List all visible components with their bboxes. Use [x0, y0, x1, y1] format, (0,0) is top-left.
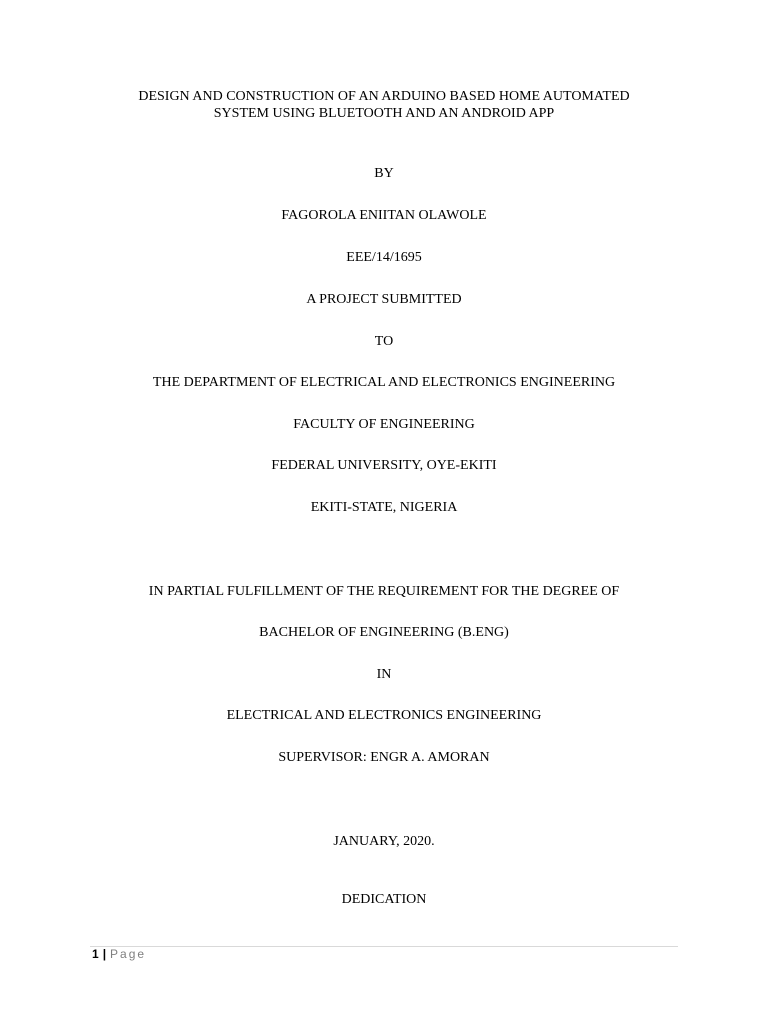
university-name: FEDERAL UNIVERSITY, OYE-EKITI	[271, 458, 497, 473]
page-number: 1	[92, 947, 99, 961]
by-label: BY	[374, 166, 394, 181]
faculty-name: FACULTY OF ENGINEERING	[293, 417, 475, 432]
to-label: TO	[374, 334, 394, 349]
degree-name: BACHELOR OF ENGINEERING (B.ENG)	[259, 625, 509, 640]
title-line-1: DESIGN AND CONSTRUCTION OF AN ARDUINO BASED HOME AUTOMATED	[138, 89, 630, 104]
title-line-2: SYSTEM USING BLUETOOTH AND AN ANDROID APP	[213, 106, 555, 121]
page-label: Page	[110, 947, 147, 961]
location: EKITI-STATE, NIGERIA	[310, 500, 458, 515]
matric-number: EEE/14/1695	[346, 250, 422, 265]
page-footer	[92, 946, 146, 962]
submission-date: JANUARY, 2020.	[333, 834, 435, 849]
dedication-heading: DEDICATION	[341, 892, 427, 907]
in-label: IN	[376, 667, 392, 682]
author-name: FAGOROLA ENIITAN OLAWOLE	[281, 208, 487, 223]
footer-divider	[90, 946, 678, 947]
fulfillment-statement: IN PARTIAL FULFILLMENT OF THE REQUIREMENT FOR THE DEGREE OF	[148, 584, 620, 599]
submission-statement: A PROJECT SUBMITTED	[306, 292, 462, 307]
department-name: THE DEPARTMENT OF ELECTRICAL AND ELECTRONICS ENGINEERING	[152, 375, 616, 390]
field-name: ELECTRICAL AND ELECTRONICS ENGINEERING	[226, 708, 542, 723]
supervisor-line: SUPERVISOR: ENGR A. AMORAN	[278, 750, 490, 765]
footer-separator: |	[102, 947, 107, 961]
